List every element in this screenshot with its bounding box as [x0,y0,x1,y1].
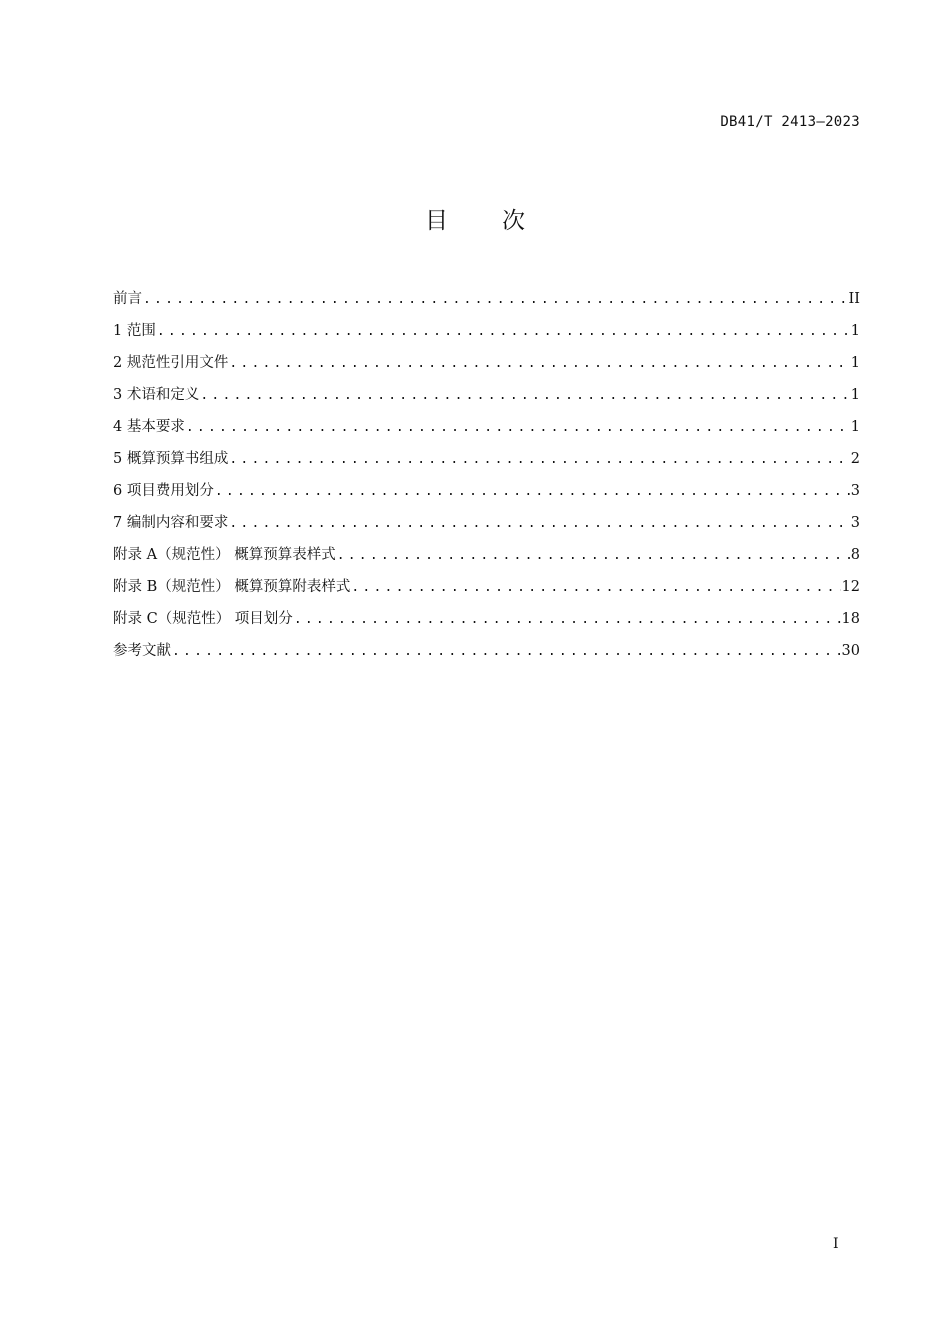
toc-entry-page: 8 [850,547,860,563]
toc-entry-page: 18 [841,611,860,627]
toc-entry-normative-references[interactable] [113,349,860,381]
toc-entry-scope[interactable] [113,317,860,349]
toc-leader-dots [215,478,850,506]
toc-entry-bibliography[interactable] [113,637,860,669]
toc-entry-page: 2 [850,451,860,467]
toc-entry-page: 3 [850,483,860,499]
table-of-contents [113,285,860,669]
toc-entry-label: 1 范围 [113,323,156,339]
toc-entry-budget-composition[interactable] [113,445,860,477]
toc-entry-page: 1 [850,419,860,435]
toc-entry-label: 2 规范性引用文件 [113,355,229,371]
toc-entry-page: 1 [850,387,860,403]
toc-leader-dots [229,446,849,474]
toc-entry-foreword[interactable] [113,285,860,317]
toc-entry-label: 附录 A（规范性） 概算预算表样式 [113,547,336,563]
toc-entry-label: 参考文献 [113,643,171,659]
toc-entry-appendix-a[interactable] [113,541,860,573]
toc-leader-dots [294,606,841,634]
toc-leader-dots [229,350,849,378]
toc-entry-label: 3 术语和定义 [113,387,200,403]
toc-entry-terms-definitions[interactable] [113,381,860,413]
toc-entry-label: 前言 [113,291,142,307]
toc-leader-dots [229,510,849,538]
toc-entry-page: II [848,291,860,307]
toc-entry-page: 1 [850,355,860,371]
toc-leader-dots [186,414,850,442]
toc-entry-appendix-b[interactable] [113,573,860,605]
toc-entry-page: 1 [850,323,860,339]
toc-entry-label: 附录 C（规范性） 项目划分 [113,611,293,627]
toc-entry-label: 附录 B（规范性） 概算预算附表样式 [113,579,351,595]
toc-entry-label: 5 概算预算书组成 [113,451,229,467]
toc-entry-label: 4 基本要求 [113,419,185,435]
toc-leader-dots [172,638,841,666]
toc-leader-dots [337,542,850,570]
toc-leader-dots [143,286,848,314]
toc-leader-dots [157,318,850,346]
toc-entry-basic-requirements[interactable] [113,413,860,445]
toc-entry-label: 6 项目费用划分 [113,483,214,499]
toc-entry-page: 30 [841,643,860,659]
toc-leader-dots [351,574,840,602]
toc-leader-dots [200,382,849,410]
toc-entry-label: 7 编制内容和要求 [113,515,229,531]
toc-title: 目次 [425,208,579,234]
toc-entry-cost-division[interactable] [113,477,860,509]
toc-entry-appendix-c[interactable] [113,605,860,637]
toc-entry-compilation-requirements[interactable] [113,509,860,541]
page-number: I [833,1236,839,1252]
toc-entry-page: 12 [841,579,860,595]
toc-entry-page: 3 [850,515,860,531]
standard-code: DB41/T 2413—2023 [720,114,860,130]
